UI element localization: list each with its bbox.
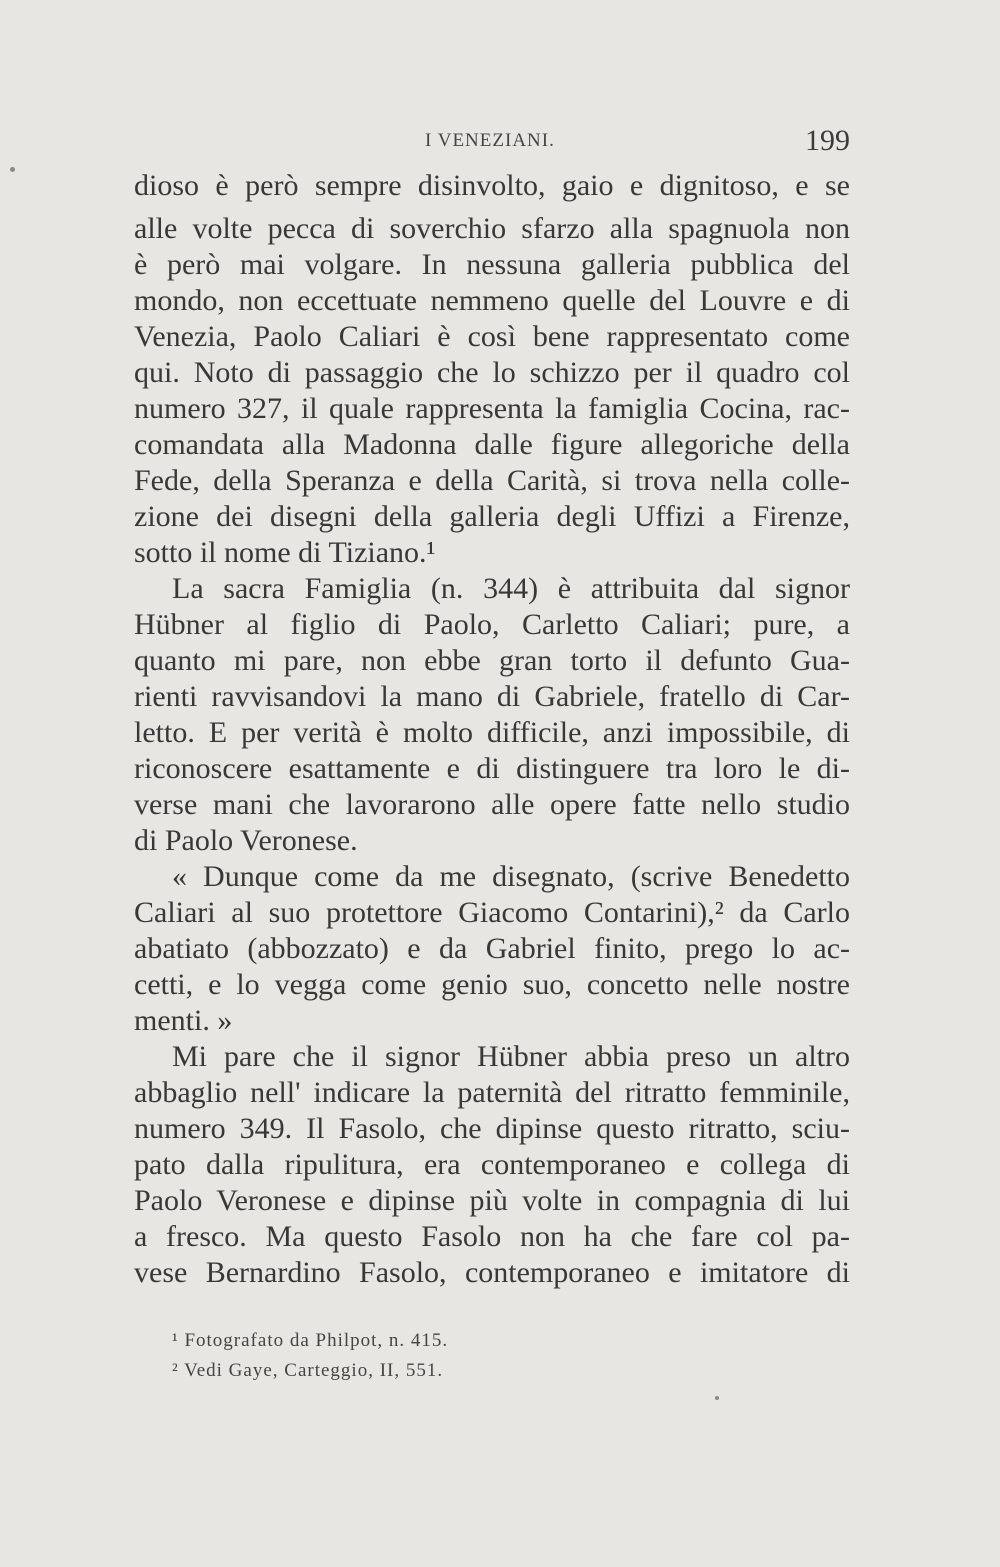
body-line: vese Bernardino Fasolo, contemporaneo e imitatore di xyxy=(134,1256,850,1289)
body-line: rienti ravvisandovi la mano di Gabriele, fratello di Car- xyxy=(134,680,850,713)
body-line: Hübner al figlio di Paolo, Carletto Caliari; pure, a xyxy=(134,608,850,641)
body-line: numero 349. Il Fasolo, che dipinse questo ritratto, sciu- xyxy=(134,1112,850,1145)
body-line: dioso è però sempre disinvolto, gaio e dignitoso, e se xyxy=(134,169,850,202)
body-line: qui. Noto di passaggio che lo schizzo per il quadro col xyxy=(134,356,850,389)
body-line: Fede, della Speranza e della Carità, si trova nella colle- xyxy=(134,464,850,497)
body-line: comandata alla Madonna dalle figure allegoriche della xyxy=(134,428,850,461)
page-number: 199 xyxy=(805,124,850,157)
body-line: Paolo Veronese e dipinse più volte in compagnia di lui xyxy=(134,1184,850,1217)
body-line: quanto mi pare, non ebbe gran torto il defunto Gua- xyxy=(134,644,850,677)
body-line: è però mai volgare. In nessuna galleria pubblica del xyxy=(134,248,850,281)
body-line: letto. E per verità è molto difficile, anzi impossibile, di xyxy=(134,716,850,749)
body-line: abatiato (abbozzato) e da Gabriel finito, prego lo ac- xyxy=(134,932,850,965)
body-line: Mi pare che il signor Hübner abbia preso un altro xyxy=(172,1040,850,1073)
body-line: Caliari al suo protettore Giacomo Contarini),² da Carlo xyxy=(134,896,850,929)
body-line: riconoscere esattamente e di distinguere tra loro le di- xyxy=(134,752,850,785)
body-line: numero 327, il quale rappresenta la famiglia Cocina, rac- xyxy=(134,392,850,425)
body-line: menti. » xyxy=(134,1004,233,1037)
running-title: I VENEZIANI. xyxy=(425,130,555,151)
body-line: sotto il nome di Tiziano.¹ xyxy=(134,536,436,569)
body-line: cetti, e lo vegga come genio suo, concetto nelle nostre xyxy=(134,968,850,1001)
body-line: « Dunque come da me disegnato, (scrive Benedetto xyxy=(172,860,850,893)
body-line: La sacra Famiglia (n. 344) è attribuita dal signor xyxy=(172,572,850,605)
page-speck xyxy=(715,1396,719,1400)
body-line: pato dalla ripulitura, era contemporaneo e collega di xyxy=(134,1148,850,1181)
body-line: alle volte pecca di soverchio sfarzo alla spagnuola non xyxy=(134,212,850,245)
body-line: zione dei disegni della galleria degli Uffizi a Firenze, xyxy=(134,500,850,533)
body-line: di Paolo Veronese. xyxy=(134,824,358,857)
body-line: abbaglio nell' indicare la paternità del ritratto femminile, xyxy=(134,1076,850,1109)
body-line: verse mani che lavorarono alle opere fatte nello studio xyxy=(134,788,850,821)
footnote: ¹ Fotografato da Philpot, n. 415. xyxy=(172,1330,449,1351)
body-line: Venezia, Paolo Caliari è così bene rappresentato come xyxy=(134,320,850,353)
footnote: ² Vedi Gaye, Carteggio, II, 551. xyxy=(172,1360,444,1381)
body-line: a fresco. Ma questo Fasolo non ha che fare col pa- xyxy=(134,1220,850,1253)
body-line: mondo, non eccettuate nemmeno quelle del Louvre e di xyxy=(134,284,850,317)
page-speck xyxy=(10,167,15,172)
